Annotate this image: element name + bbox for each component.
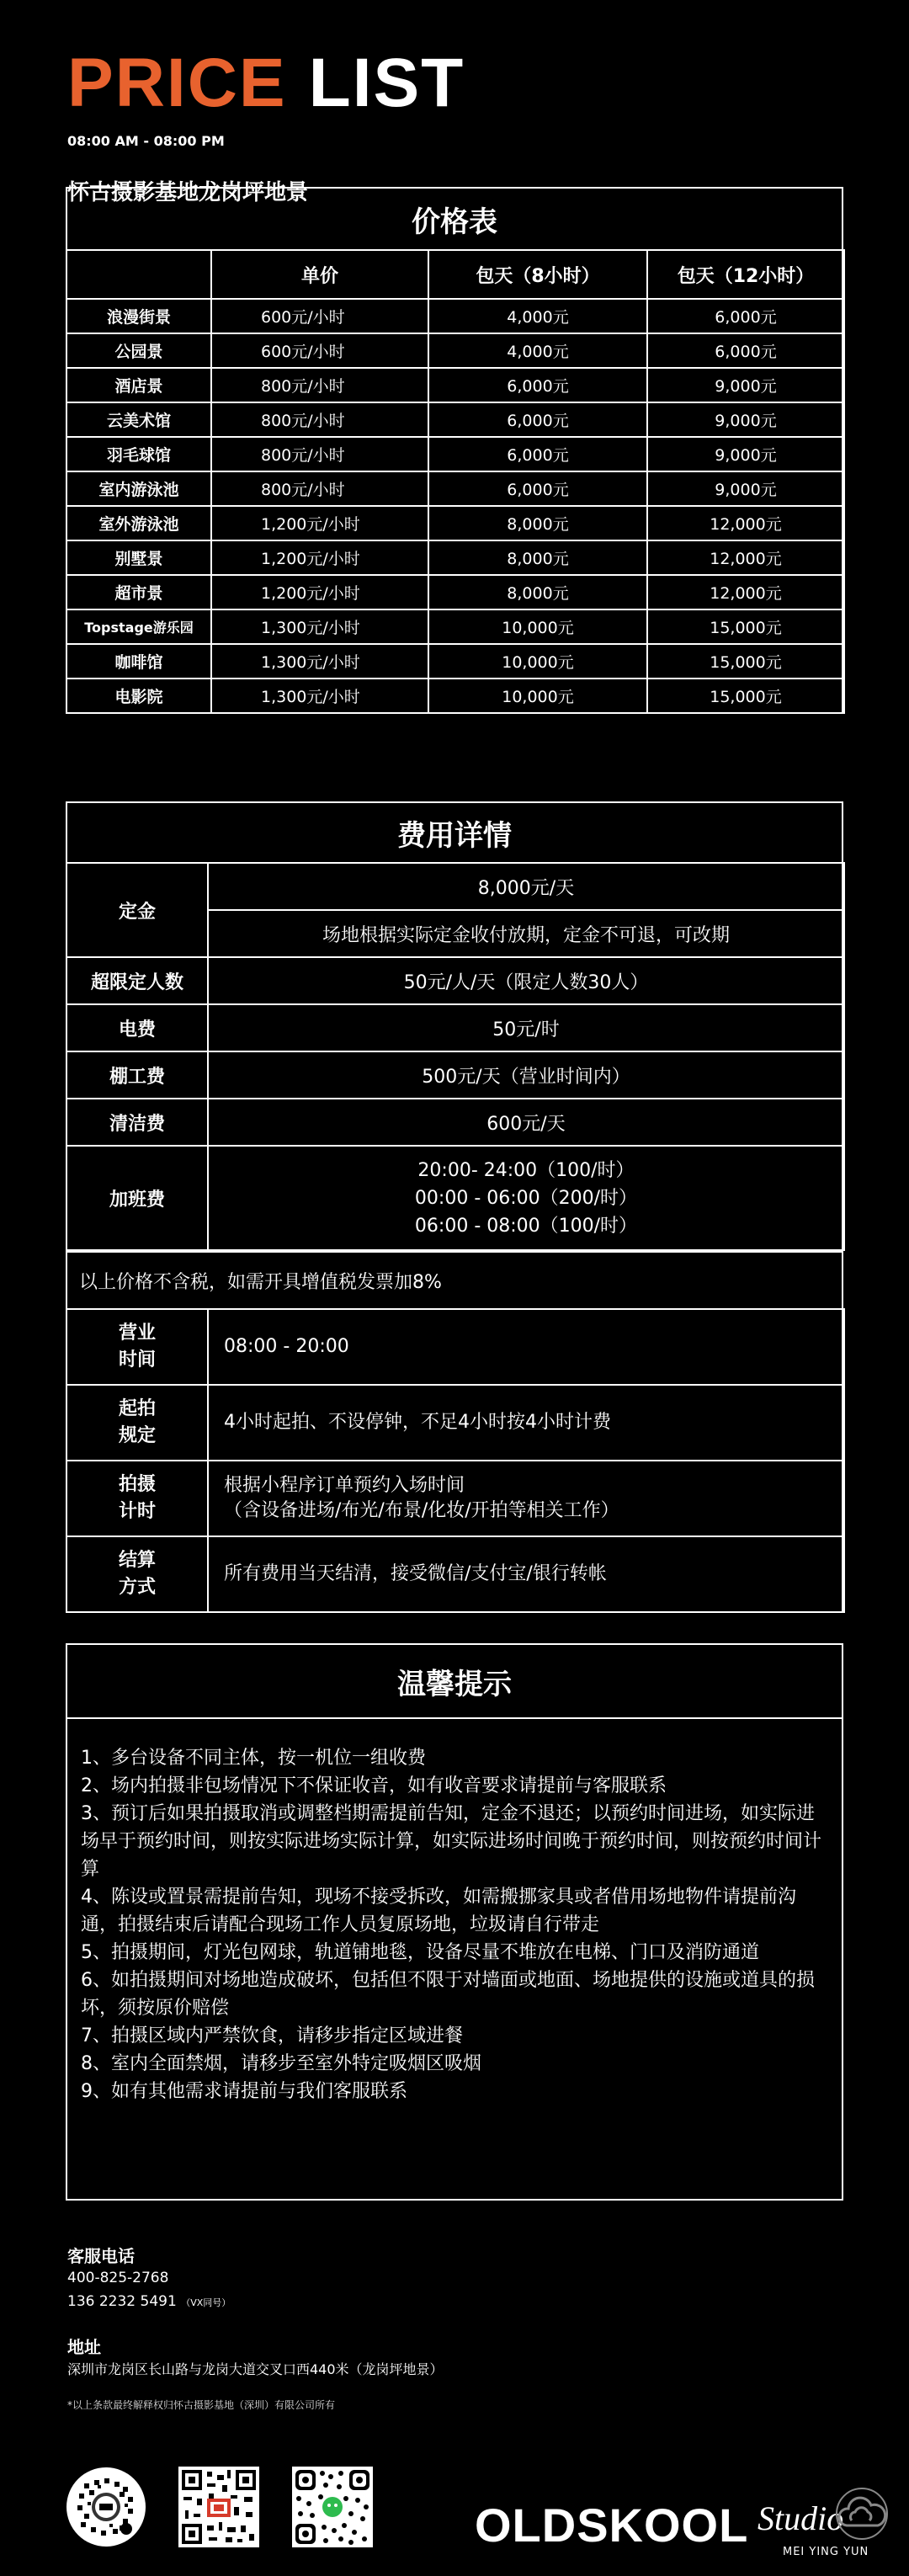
day-12h-price-cell: 9,000元 (647, 437, 844, 471)
extra-people-label: 超限定人数 (66, 957, 208, 1004)
business-hours-value: 08:00 - 20:00 (208, 1309, 844, 1385)
tip-item: 5、拍摄期间，灯光包网球，轨道铺地毯，设备尽量不堆放在电梯、门口及消防通道 (81, 1942, 759, 1963)
price-row (66, 471, 844, 506)
price-row (66, 679, 844, 713)
cleaning-fee-value: 600元/天 (208, 1099, 844, 1146)
venue-cell: 别墅景 (66, 540, 211, 575)
tip-item: 1、多台设备不同主体，按一机位一组收费 (81, 1748, 426, 1769)
day-8h-price-cell: 10,000元 (428, 644, 647, 679)
fee-details-title: 费用详情 (397, 818, 512, 853)
day-8h-price-cell: 6,000元 (428, 471, 647, 506)
day-8h-price-cell: 6,000元 (428, 437, 647, 471)
column-header: 单价 (211, 250, 428, 299)
hourly-price-cell: 1,200元/小时 (211, 506, 428, 540)
brand-studio-script: Studio (758, 2499, 844, 2537)
hourly-price-cell: 600元/小时 (211, 299, 428, 333)
price-row (66, 402, 844, 437)
day-12h-price-cell: 12,000元 (647, 506, 844, 540)
business-hours-label: 营业 时间 (66, 1309, 208, 1385)
day-12h-price-cell: 12,000元 (647, 540, 844, 575)
wechat-qr-code[interactable] (178, 2467, 259, 2547)
price-row (66, 540, 844, 575)
venue-cell: 羽毛球馆 (66, 437, 211, 471)
tips-title: 温馨提示 (67, 1645, 842, 1719)
opening-hours: 08:00 AM - 08:00 PM (67, 133, 225, 149)
price-row (66, 644, 844, 679)
day-8h-price-cell: 6,000元 (428, 368, 647, 402)
venue-cell: 电影院 (66, 679, 211, 713)
phone-number-1[interactable]: 400-825-2768 (67, 2270, 169, 2286)
tips-panel (66, 1643, 843, 2201)
brand-logo-text: OLDSKOOL (475, 2499, 749, 2552)
venue-cell: 室内游泳池 (66, 471, 211, 506)
day-8h-price-cell: 4,000元 (428, 299, 647, 333)
disclaimer: *以上条款最终解释权归怀古摄影基地（深圳）有限公司所有 (67, 2399, 336, 2411)
overtime-line: 20:00- 24:00（100/时） (417, 1159, 635, 1181)
hourly-price-cell: 800元/小时 (211, 471, 428, 506)
venue-cell: 超市景 (66, 575, 211, 609)
electricity-label: 电费 (66, 1004, 208, 1051)
tips-list (67, 1719, 842, 2105)
hourly-price-cell: 600元/小时 (211, 333, 428, 368)
day-8h-price-cell: 4,000元 (428, 333, 647, 368)
price-row (66, 609, 844, 644)
price-row (66, 368, 844, 402)
address: 深圳市龙岗区长山路与龙岗大道交叉口西440米（龙岗坪地景） (67, 2361, 444, 2377)
hourly-price-cell: 1,300元/小时 (211, 644, 428, 679)
hourly-price-cell: 1,200元/小时 (211, 540, 428, 575)
overtime-label: 加班费 (66, 1146, 208, 1250)
price-row (66, 575, 844, 609)
day-12h-price-cell: 12,000元 (647, 575, 844, 609)
deposit-label: 定金 (66, 863, 208, 957)
price-table-header-row (66, 250, 844, 299)
timing-line: （含设备进场/布光/布景/化妆/开拍等相关工作） (224, 1500, 619, 1521)
settlement-label: 结算 方式 (66, 1536, 208, 1612)
day-12h-price-cell: 15,000元 (647, 609, 844, 644)
electricity-value: 50元/时 (208, 1004, 844, 1051)
price-table (66, 249, 845, 714)
day-8h-price-cell: 6,000元 (428, 402, 647, 437)
contact-heading: 客服电话 (67, 2246, 135, 2266)
deposit-value: 8,000元/天 (208, 863, 844, 910)
timing-line: 根据小程序订单预约入场时间 (224, 1475, 465, 1496)
day-8h-price-cell: 10,000元 (428, 609, 647, 644)
day-12h-price-cell: 9,000元 (647, 368, 844, 402)
cloud-logo-icon (832, 2483, 892, 2544)
price-row (66, 506, 844, 540)
column-header (66, 250, 211, 299)
minimum-booking-value: 4小时起拍、不设停钟，不足4小时按4小时计费 (208, 1385, 844, 1461)
venue-cell: 公园景 (66, 333, 211, 368)
title-word-list: LIST (308, 45, 465, 121)
tip-item: 6、如拍摄期间对场地造成破坏，包括但不限于对墙面或地面、场地提供的设施或道具的损坏，须按原价赔偿 (81, 1970, 816, 2019)
tip-item: 9、如有其他需求请提前与我们客服联系 (81, 2081, 407, 2102)
wechat-sharing-qr-code[interactable] (292, 2467, 373, 2547)
day-12h-price-cell: 6,000元 (647, 299, 844, 333)
tip-item: 7、拍摄区域内严禁饮食，请移步指定区域进餐 (81, 2025, 463, 2046)
deposit-note: 场地根据实际定金收付放期，定金不可退，可改期 (208, 910, 844, 957)
fee-details-table (66, 862, 845, 1251)
timing-label: 拍摄 计时 (66, 1461, 208, 1536)
fee-details-panel (66, 801, 843, 1613)
overtime-line: 00:00 - 06:00（200/时） (414, 1187, 638, 1209)
price-row (66, 333, 844, 368)
hourly-price-cell: 1,200元/小时 (211, 575, 428, 609)
hourly-price-cell: 800元/小时 (211, 437, 428, 471)
day-8h-price-cell: 8,000元 (428, 506, 647, 540)
brand-subtitle: MEI YING YUN (783, 2546, 869, 2558)
column-header: 包天（8小时） (428, 250, 647, 299)
day-12h-price-cell: 15,000元 (647, 679, 844, 713)
title-word-price: PRICE (67, 45, 287, 121)
tip-item: 3、预订后如果拍摄取消或调整档期需提前告知，定金不退还；以预约时间进场，如实际进场早于预约时间，则按实际进场实际计算，如实际进场时间晚于预约时间，则按预约时间计算 (81, 1803, 822, 1880)
phone-number-2[interactable] (67, 2293, 231, 2310)
overtime-line: 06:00 - 08:00（100/时） (414, 1215, 638, 1237)
day-12h-price-cell: 6,000元 (647, 333, 844, 368)
shed-fee-label: 棚工费 (66, 1051, 208, 1099)
timing-value (208, 1461, 844, 1536)
shed-fee-value: 500元/天（营业时间内） (208, 1051, 844, 1099)
overtime-values (208, 1146, 844, 1250)
phone-number-2-value: 136 2232 5491 (67, 2293, 177, 2310)
price-row (66, 299, 844, 333)
minimum-booking-label: 起拍 规定 (66, 1385, 208, 1461)
price-row (66, 437, 844, 471)
day-8h-price-cell: 8,000元 (428, 575, 647, 609)
day-8h-price-cell: 10,000元 (428, 679, 647, 713)
price-table-title: 价格表 (412, 205, 497, 239)
venue-cell: 酒店景 (66, 368, 211, 402)
column-header: 包天（12小时） (647, 250, 844, 299)
phone-number-2-note: （VX同号） (181, 2297, 231, 2308)
day-12h-price-cell: 15,000元 (647, 644, 844, 679)
venue-cell: 室外游泳池 (66, 506, 211, 540)
tax-note: 以上价格不含税，如需开具增值税发票加8% (67, 1251, 842, 1308)
hourly-price-cell: 1,300元/小时 (211, 609, 428, 644)
hourly-price-cell: 800元/小时 (211, 402, 428, 437)
venue-cell: 云美术馆 (66, 402, 211, 437)
day-8h-price-cell: 8,000元 (428, 540, 647, 575)
business-rules-table (66, 1308, 845, 1613)
venue-cell: Topstage游乐园 (66, 609, 211, 644)
venue-cell: 咖啡馆 (66, 644, 211, 679)
hourly-price-cell: 800元/小时 (211, 368, 428, 402)
tip-item: 2、场内拍摄非包场情况下不保证收音，如有收音要求请提前与客服联系 (81, 1775, 667, 1796)
address-heading: 地址 (67, 2337, 101, 2357)
page-title (67, 45, 465, 121)
tip-item: 8、室内全面禁烟，请移步至室外特定吸烟区吸烟 (81, 2053, 481, 2074)
hourly-price-cell: 1,300元/小时 (211, 679, 428, 713)
cleaning-fee-label: 清洁费 (66, 1099, 208, 1146)
tip-item: 4、陈设或置景需提前告知，现场不接受拆改，如需搬挪家具或者借用场地物件请提前沟通，拍摄结束后请配合现场工作人员复原场地，垃圾请自行带走 (81, 1887, 796, 1935)
price-table-panel (66, 187, 843, 714)
day-12h-price-cell: 9,000元 (647, 471, 844, 506)
venue-cell: 浪漫街景 (66, 299, 211, 333)
extra-people-value: 50元/人/天（限定人数30人） (208, 957, 844, 1004)
mini-program-qr-code[interactable] (66, 2467, 146, 2547)
day-12h-price-cell: 9,000元 (647, 402, 844, 437)
settlement-value: 所有费用当天结清，接受微信/支付宝/银行转帐 (208, 1536, 844, 1612)
venue-name: 怀古摄影基地龙岗坪地景 (67, 180, 309, 205)
